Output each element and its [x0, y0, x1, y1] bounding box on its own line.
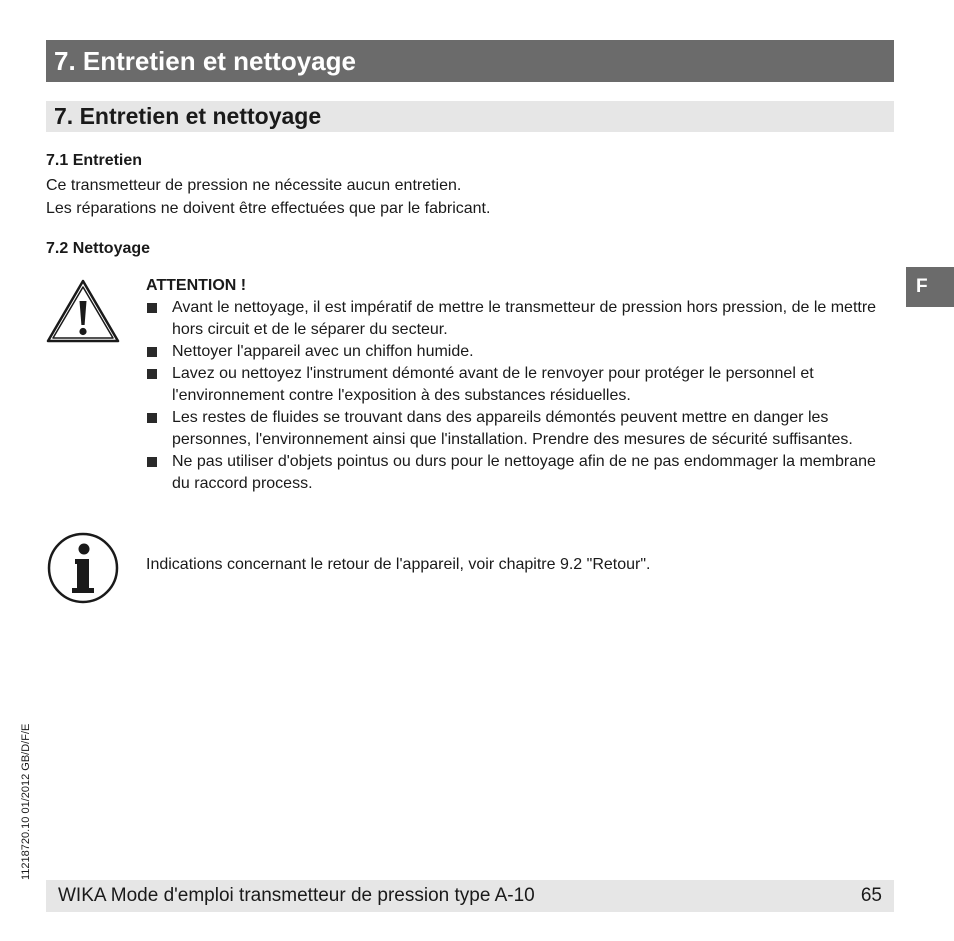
- list-item: Ne pas utiliser d'objets pointus ou durs pour le nettoyage afin de ne pas endommager la membrane du raccord process.: [146, 451, 894, 495]
- page-number: 65: [860, 885, 882, 906]
- info-note: Indications concernant le retour de l'appareil, voir chapitre 9.2 "Retour".: [146, 556, 651, 573]
- bullet-square-icon: [147, 369, 157, 379]
- heading-entretien: 7.1 Entretien: [46, 152, 143, 169]
- bullet-square-icon: [147, 303, 157, 313]
- main-title: 7. Entretien et nettoyage: [46, 40, 894, 82]
- language-tab: F: [906, 267, 954, 307]
- bullet-square-icon: [147, 457, 157, 467]
- document-code: 11218720.10 01/2012 GB/D/F/E: [20, 723, 32, 880]
- entretien-line-2: Les réparations ne doivent être effectuées que par le fabricant.: [46, 200, 491, 217]
- list-item: Nettoyer l'appareil avec un chiffon humide.: [146, 341, 894, 363]
- cleaning-instructions-list: [146, 297, 894, 495]
- section-title: 7. Entretien et nettoyage: [46, 101, 894, 132]
- attention-label: ATTENTION !: [146, 277, 247, 294]
- footer-title: WIKA Mode d'emploi transmetteur de pression type A-10: [58, 885, 535, 906]
- footer-bar: [46, 880, 894, 912]
- entretien-line-1: Ce transmetteur de pression ne nécessite aucun entretien.: [46, 177, 462, 194]
- warning-triangle-icon: [46, 279, 120, 343]
- bullet-square-icon: [147, 413, 157, 423]
- heading-nettoyage: 7.2 Nettoyage: [46, 240, 151, 257]
- list-item: Lavez ou nettoyez l'instrument démonté avant de le renvoyer pour protéger le personnel et l'environnement contre l'exposition à des substances résiduelles.: [146, 363, 894, 407]
- list-item: Les restes de fluides se trouvant dans des appareils démontés peuvent mettre en danger les personnes, l'environnement ainsi que l'installation. Prendre des mesures de sécurité suffisantes.: [146, 407, 894, 451]
- info-circle-icon: [47, 532, 119, 604]
- bullet-square-icon: [147, 347, 157, 357]
- list-item: Avant le nettoyage, il est impératif de mettre le transmetteur de pression hors pression, de le mettre hors circuit et de le séparer du secteur.: [146, 297, 894, 341]
